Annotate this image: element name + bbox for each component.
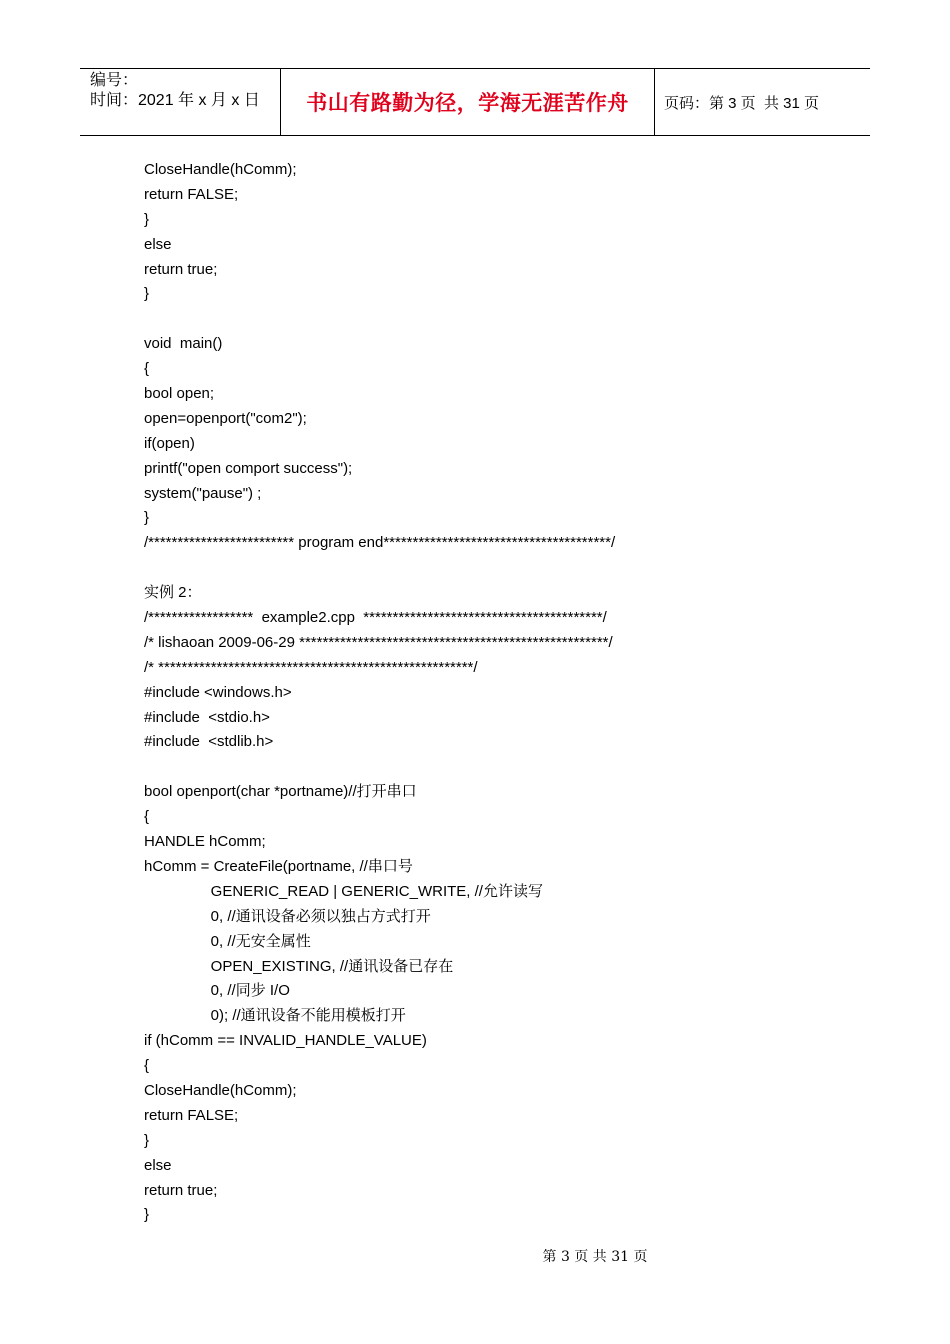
text-line <box>144 307 615 332</box>
page-footer: 第 3 页 共 31 页 <box>542 1249 648 1265</box>
text-line: 0); //通讯设备不能用模板打开 <box>144 1007 406 1025</box>
text-line: 0, //无安全属性 <box>144 932 311 950</box>
text-line: OPEN_EXISTING, //通讯设备已存在 <box>144 957 454 975</box>
page-header <box>80 68 870 136</box>
text-line <box>144 556 615 581</box>
text-line: hComm = CreateFile(portname, //串口号 <box>144 857 413 875</box>
text-line: /* ******************************************************/ <box>144 658 478 676</box>
text-line: return FALSE; <box>144 185 239 203</box>
text-line: } <box>144 285 150 303</box>
text-line: CloseHandle(hComm); <box>144 1081 297 1099</box>
text-line: /****************** example2.cpp *****************************************/ <box>144 609 607 627</box>
text-line: } <box>144 210 150 228</box>
text-line <box>144 755 615 780</box>
text-line: /* lishaoan 2009-06-29 *****************************************************/ <box>144 633 613 651</box>
text-line: /************************* program end***************************************/ <box>144 534 616 552</box>
text-line: else <box>144 1156 172 1174</box>
text-line: if(open) <box>144 434 195 452</box>
text-line: CloseHandle(hComm); <box>144 161 297 178</box>
header-page-label: 页码：第 3 页 共 31 页 <box>664 94 820 112</box>
text-line: return true; <box>144 260 218 278</box>
text-line: bool open; <box>144 385 215 403</box>
text-line: 实例 2： <box>144 584 202 602</box>
document-body <box>144 158 615 1228</box>
text-line: void main() <box>144 335 223 353</box>
text-line: 0, //同步 I/O <box>144 982 290 1000</box>
text-line: return FALSE; <box>144 1106 239 1124</box>
text-line: #include <windows.h> <box>144 683 292 701</box>
text-line: { <box>144 1057 150 1075</box>
text-line: { <box>144 360 150 378</box>
text-line: else <box>144 235 172 253</box>
document-date-label: 时间：2021 年 x 月 x 日 <box>90 92 260 109</box>
text-line: bool openport(char *portname)//打开串口 <box>144 783 417 801</box>
text-line: #include <stdio.h> <box>144 708 270 726</box>
text-line: HANDLE hComm; <box>144 833 266 851</box>
header-meta <box>80 69 281 135</box>
text-line: } <box>144 1206 150 1224</box>
text-line: 0, //通讯设备必须以独占方式打开 <box>144 907 431 925</box>
text-line: #include <stdlib.h> <box>144 733 274 751</box>
header-page-info <box>655 69 870 135</box>
text-line: } <box>144 1131 150 1149</box>
document-number-label: 编号： <box>90 72 139 89</box>
text-line: if (hComm == INVALID_HANDLE_VALUE) <box>144 1032 427 1050</box>
text-line: system("pause") ; <box>144 484 262 502</box>
text-line: } <box>144 509 150 527</box>
header-motto: 书山有路勤为径，学海无涯苦作舟 <box>281 69 655 135</box>
text-line: { <box>144 808 150 826</box>
text-line: open=openport("com2"); <box>144 409 307 427</box>
text-line: printf("open comport success"); <box>144 459 353 477</box>
text-line: return true; <box>144 1181 218 1199</box>
text-line: GENERIC_READ | GENERIC_WRITE, //允许读写 <box>144 882 543 900</box>
